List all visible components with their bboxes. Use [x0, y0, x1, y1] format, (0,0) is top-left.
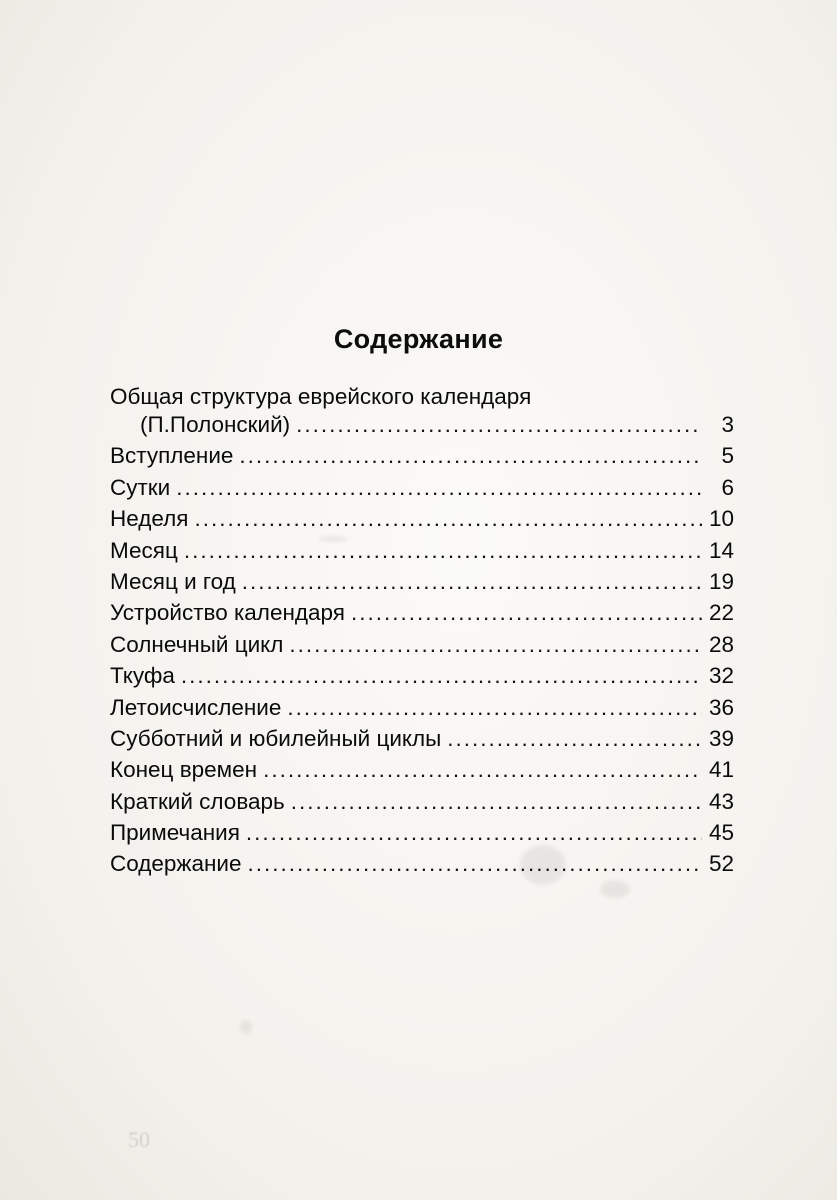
toc-leader-dots [447, 726, 702, 752]
toc-leader-dots [291, 789, 702, 815]
toc-leader-dots [351, 600, 702, 626]
toc-leader-dots [242, 569, 702, 595]
toc-entry-label: Ткуфа [110, 663, 175, 689]
toc-entry[interactable] [110, 443, 734, 474]
page-number-folio: 50 [128, 1127, 150, 1152]
toc-entry-label: Сутки [110, 474, 171, 500]
toc-entry[interactable] [110, 569, 734, 600]
toc-page-number: 14 [708, 537, 734, 563]
toc-entry[interactable] [110, 384, 734, 412]
toc-page-number: 41 [708, 757, 734, 783]
toc-page-number: 45 [708, 820, 734, 846]
show-through-text-top [90, 62, 750, 252]
toc-leader-dots [296, 412, 702, 438]
toc-entry-label: Месяц [110, 537, 178, 563]
toc-entry-label: Субботний и юбилейный циклы [110, 725, 442, 751]
toc-leader-dots [194, 506, 702, 532]
toc-entry[interactable] [110, 789, 734, 820]
toc-leader-dots [176, 475, 702, 501]
toc-entry-label: Месяц и год [110, 568, 236, 594]
toc-entry-label: Конец времен [110, 757, 258, 783]
toc-entry-label: Летоисчисление [110, 694, 282, 720]
toc-leader-dots [263, 757, 702, 783]
toc-page-number: 19 [708, 568, 734, 594]
toc-entry[interactable] [110, 632, 734, 663]
toc-entry-label: Устройство календаря [110, 600, 345, 626]
toc-entry[interactable] [110, 695, 734, 726]
toc-leader-dots [287, 695, 702, 721]
toc-page-number: 22 [708, 600, 734, 626]
toc-entry-label: Общая структура еврейского календаря [110, 384, 532, 409]
toc-page-number: 52 [708, 851, 734, 877]
toc-entry[interactable] [110, 757, 734, 788]
toc-page-number: 3 [721, 412, 734, 437]
toc-entry-label: Примечания [110, 820, 240, 846]
toc-entry-label: (П.Полонский) [140, 412, 291, 437]
toc-leader-dots [289, 632, 702, 658]
toc-leader-dots [248, 851, 703, 877]
toc-leader-dots [184, 538, 702, 564]
toc-leader-dots [246, 820, 702, 846]
toc-entry[interactable] [110, 663, 734, 694]
toc-entry-label: Вступление [110, 443, 234, 469]
toc-page-number: 10 [708, 506, 734, 532]
toc-entry[interactable] [110, 538, 734, 569]
toc-entry[interactable] [110, 851, 734, 882]
toc-entry[interactable] [110, 600, 734, 631]
table-of-contents [110, 384, 734, 883]
toc-entry[interactable] [110, 412, 734, 443]
toc-leader-dots [181, 663, 702, 689]
toc-page-number: 36 [708, 694, 734, 720]
toc-entry[interactable] [110, 726, 734, 757]
toc-page-number: 43 [708, 788, 734, 814]
scan-speck [240, 1020, 252, 1034]
toc-entry[interactable] [110, 506, 734, 537]
toc-entry-label: Содержание [110, 851, 242, 877]
toc-page-number: 39 [708, 725, 734, 751]
toc-entry[interactable] [110, 820, 734, 851]
toc-entry-label: Солнечный цикл [110, 631, 284, 657]
toc-page-number: 28 [708, 631, 734, 657]
toc-page-number: 6 [721, 474, 734, 500]
page-title: Содержание [333, 324, 504, 355]
toc-entry-label: Краткий словарь [110, 788, 285, 814]
toc-page-number: 32 [708, 663, 734, 689]
toc-leader-dots [239, 443, 702, 469]
toc-page-number: 5 [721, 443, 734, 469]
toc-entry-label: Неделя [110, 506, 189, 532]
toc-entry[interactable] [110, 475, 734, 506]
